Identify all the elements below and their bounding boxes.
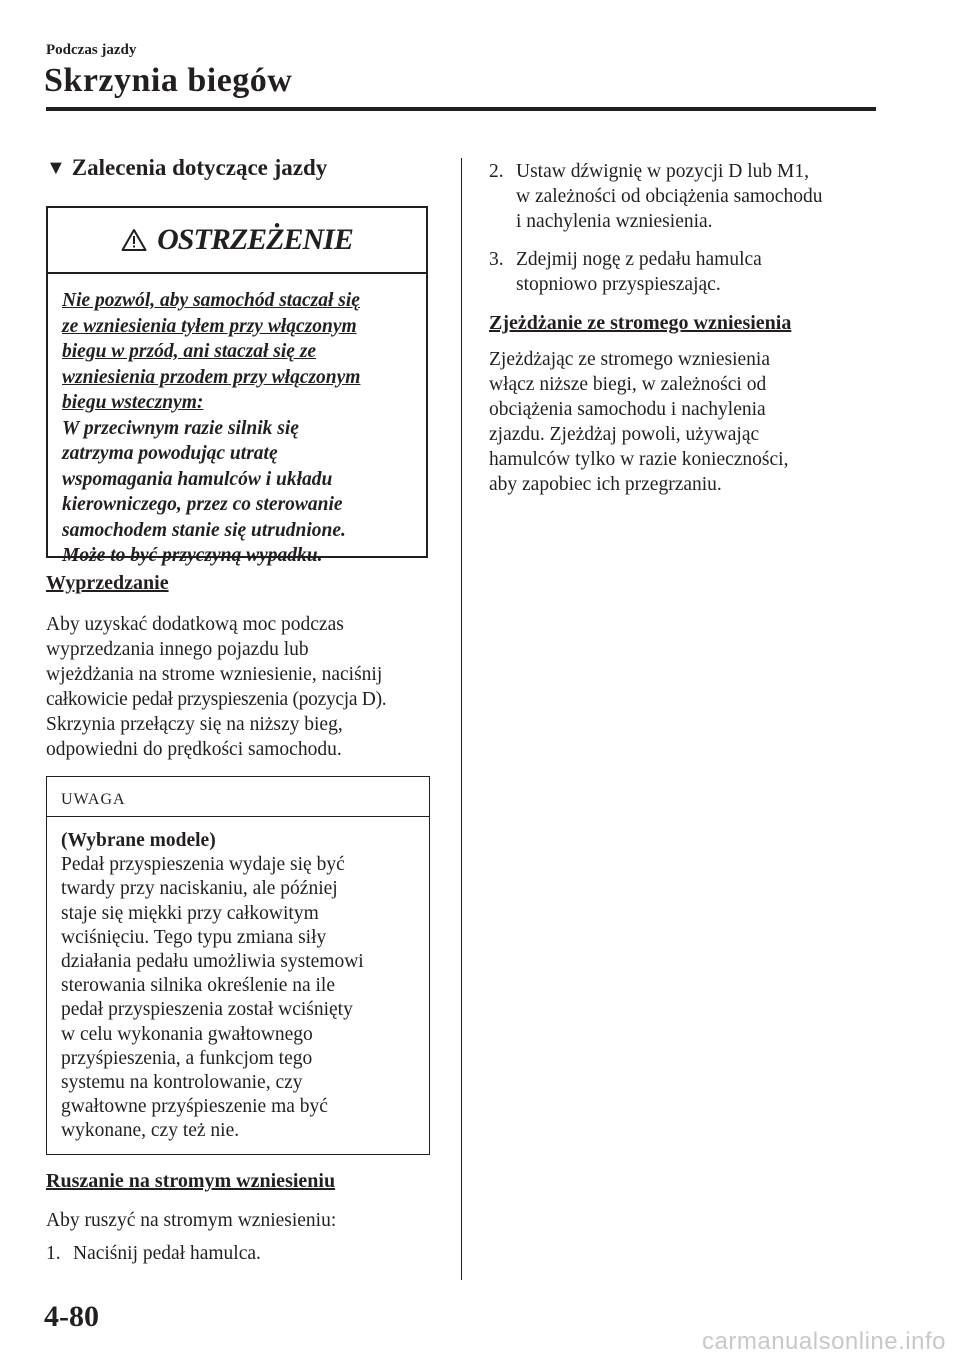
text-line: włącz niższe biegi, w zależności od — [489, 374, 767, 395]
warning-body — [48, 274, 426, 569]
warning-line: ze wzniesienia tyłem przy włączonym — [62, 315, 357, 337]
warning-box — [46, 206, 428, 566]
warning-triangle-icon — [121, 228, 147, 252]
text-line: Ustaw dźwignię w pozycji D lub M1, — [516, 161, 809, 182]
note-line: pedał przyspieszenia został wciśnięty — [61, 999, 353, 1021]
note-line: działania pedału umożliwia systemowi — [61, 951, 364, 973]
text-line: i nachylenia wzniesienia. — [516, 211, 713, 232]
text-line: Skrzynia przełączy się na niższy bieg, — [46, 714, 343, 735]
warning-title: OSTRZEŻENIE — [157, 223, 353, 256]
note-title: (Wybrane modele) — [61, 830, 216, 851]
page-number: 4-80 — [44, 1300, 99, 1333]
note-box — [46, 776, 430, 1155]
text-line: obciążenia samochodu i nachylenia — [489, 399, 766, 420]
warning-line: W przeciwnym razie silnik się — [62, 417, 299, 439]
note-body — [47, 817, 429, 1144]
note-line: w celu wykonania gwałtownego — [61, 1023, 313, 1045]
step-number: 2. — [489, 161, 504, 182]
note-line: Pedał przyspieszenia wydaje się być — [61, 854, 345, 876]
step-number: 1. — [46, 1243, 61, 1264]
warning-line: kierowniczego, przez co sterowanie — [62, 494, 343, 515]
list-item-step-2 — [489, 159, 822, 234]
section-heading — [46, 155, 327, 181]
warning-line: biegu wstecznym: — [62, 392, 204, 413]
note-line: staje się miękki przy całkowitym — [61, 902, 319, 924]
step-number: 3. — [489, 249, 504, 270]
step-text: Naciśnij pedał hamulca. — [73, 1243, 261, 1264]
text-line: wjeżdżania na strome wzniesienie, naciśnij — [46, 664, 383, 685]
text-line: w zależności od obciążenia samochodu — [516, 186, 823, 207]
downhill-heading: Zjeżdżanie ze stromego wzniesienia — [489, 312, 792, 334]
warning-line: Nie pozwól, aby samochód staczał się — [62, 290, 360, 311]
note-line: przyśpieszenia, a funkcjom tego — [61, 1047, 313, 1069]
overtaking-heading: Wyprzedzanie — [46, 572, 169, 594]
text-line: odpowiedni do prędkości samochodu. — [46, 739, 342, 760]
section-heading-text: Zalecenia dotyczące jazdy — [71, 155, 328, 180]
warning-line: zatrzyma powodując utratę — [62, 443, 278, 464]
text-line: hamulców tylko w razie konieczności, — [489, 449, 789, 470]
header-rule — [46, 107, 876, 111]
text-line: aby zapobiec ich przegrzaniu. — [489, 474, 722, 495]
list-item-step-3 — [489, 247, 762, 297]
note-line: sterowania silnika określenie na ile — [61, 975, 335, 997]
overtaking-text — [46, 612, 386, 762]
text-line: wyprzedzania innego pojazdu lub — [46, 639, 309, 660]
text-line: całkowicie pedał przyspieszenia (pozycja D). — [46, 689, 387, 710]
warning-line: Może to być przyczyną wypadku. — [62, 545, 323, 566]
column-divider — [461, 158, 462, 1280]
note-line: gwałtowne przyśpieszenie ma być — [61, 1096, 328, 1118]
downhill-text — [489, 347, 788, 497]
text-line: stopniowo przyspieszając. — [516, 274, 721, 295]
note-line: wykonane, czy też nie. — [61, 1120, 240, 1142]
text-line: Zjeżdżając ze stromego wzniesienia — [489, 349, 770, 370]
uphill-intro: Aby ruszyć na stromym wzniesieniu: — [46, 1210, 337, 1231]
watermark: carmanualsonline.info — [702, 1328, 946, 1355]
text-line: zjazdu. Zjeżdżaj powoli, używając — [489, 424, 760, 445]
warning-line: samochodem stanie się utrudnione. — [62, 519, 346, 541]
triangle-marker-icon: ▼ — [46, 157, 66, 179]
section-label: Podczas jazdy — [46, 42, 137, 58]
note-line: wciśnięciu. Tego typu zmiana siły — [61, 926, 327, 948]
note-line: twardy przy naciskaniu, ale później — [61, 878, 338, 900]
note-line: systemu na kontrolowanie, czy — [61, 1072, 303, 1094]
text-line: Aby uzyskać dodatkową moc podczas — [46, 614, 344, 635]
warning-line: wzniesienia przodem przy włączonym — [62, 366, 361, 388]
warning-header — [48, 208, 426, 274]
list-item-step-1 — [46, 1241, 261, 1266]
note-label: UWAGA — [47, 777, 429, 817]
uphill-heading: Ruszanie na stromym wzniesieniu — [46, 1170, 336, 1192]
step-text — [516, 247, 762, 297]
text-line: Zdejmij nogę z pedału hamulca — [516, 249, 762, 270]
warning-line: biegu w przód, ani staczał się ze — [62, 341, 317, 362]
warning-line: wspomagania hamulców i układu — [62, 468, 333, 490]
page-title: Skrzynia biegów — [44, 62, 293, 99]
step-text — [516, 159, 822, 234]
